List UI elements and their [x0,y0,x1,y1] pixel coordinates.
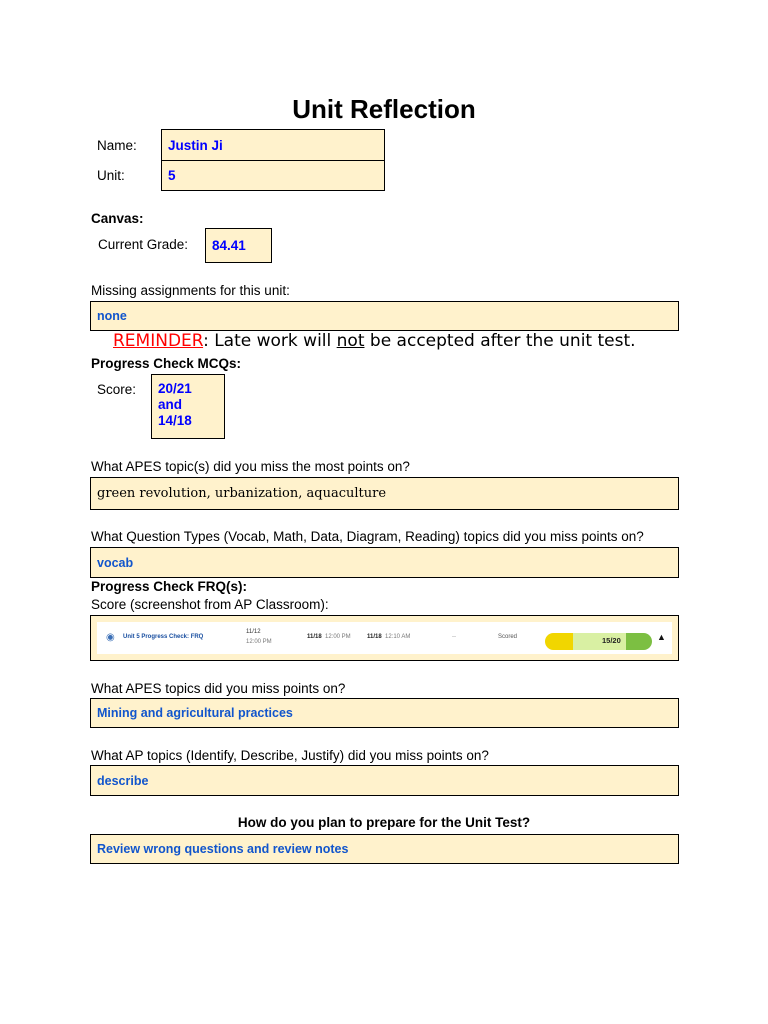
frq-submitted-date: 11/18 [367,634,382,640]
late-work-reminder [113,330,636,352]
prepare-question: How do you plan to prepare for the Unit Test? [237,815,531,830]
frq-screenshot-content [97,622,672,654]
frq-screenshot [90,615,679,661]
score-bar-segment-3 [626,633,652,650]
mcq-heading: Progress Check MCQs: [91,356,242,371]
score-label: Score: [97,382,137,397]
apes-topics-question: What APES topics did you miss points on? [91,681,346,696]
ap-topics-field[interactable] [90,765,679,796]
question-types-question: What Question Types (Vocab, Math, Data, Diagram, Reading) topics did you miss points on? [91,529,644,544]
score-bar-segment-1 [545,633,573,650]
frq-start-time: 12:00 PM [246,639,272,645]
topics-missed-answer: green revolution, urbanization, aquaculture [97,486,387,501]
topics-missed-question: What APES topic(s) did you miss the most points on? [91,459,410,474]
unit-field[interactable] [161,160,385,191]
rocket-icon: ◉ [106,632,115,643]
reminder-text-2: be accepted after the unit test. [364,331,636,351]
frq-dash: -- [452,634,456,640]
missing-assignments-label: Missing assignments for this unit: [91,283,290,298]
mcq-score-line-1: 20/21 [158,381,192,396]
frq-due-time: 12:00 PM [325,634,351,640]
prepare-answer: Review wrong questions and review notes [97,842,349,856]
frq-score-bar [545,633,652,650]
name-label: Name: [97,138,137,153]
reminder-text-1: : Late work will [203,331,337,351]
name-field[interactable] [161,129,385,161]
frq-score: 15/20 [602,636,621,645]
current-grade-value: 84.41 [212,238,246,253]
mcq-score-line-3: 14/18 [158,413,192,428]
current-grade-label: Current Grade: [98,237,189,252]
frq-start-date: 11/12 [246,629,261,635]
mcq-score-line-2: and [158,397,183,412]
reminder-not: not [336,331,365,351]
missing-assignments-field[interactable] [90,301,679,331]
page-title: Unit Reflection [292,94,476,124]
reminder-word: REMINDER [113,331,204,351]
frq-score-label: Score (screenshot from AP Classroom): [91,597,329,612]
frq-due-date: 11/18 [307,634,322,640]
missing-assignments-value: none [97,309,127,323]
frq-heading: Progress Check FRQ(s): [91,579,248,594]
name-value: Justin Ji [168,137,223,153]
question-types-answer: vocab [97,555,134,570]
canvas-heading: Canvas: [91,211,144,226]
ap-topics-question: What AP topics (Identify, Describe, Justify) did you miss points on? [91,748,489,763]
apes-topics-answer: Mining and agricultural practices [97,706,293,720]
mcq-score-field[interactable] [151,374,225,439]
question-types-field[interactable] [90,547,679,578]
frq-status: Scored [498,634,518,640]
topics-missed-field[interactable] [90,477,679,510]
graduation-cap-icon[interactable]: ▲ [657,632,666,642]
ap-topics-answer: describe [97,773,149,788]
frq-assignment-name: Unit 5 Progress Check: FRQ [123,634,204,640]
frq-submitted-time: 12:10 AM [385,634,411,640]
unit-label: Unit: [97,168,125,183]
current-grade-field[interactable] [205,228,272,263]
apes-topics-field[interactable] [90,698,679,728]
prepare-field[interactable] [90,834,679,864]
unit-value: 5 [168,168,176,183]
